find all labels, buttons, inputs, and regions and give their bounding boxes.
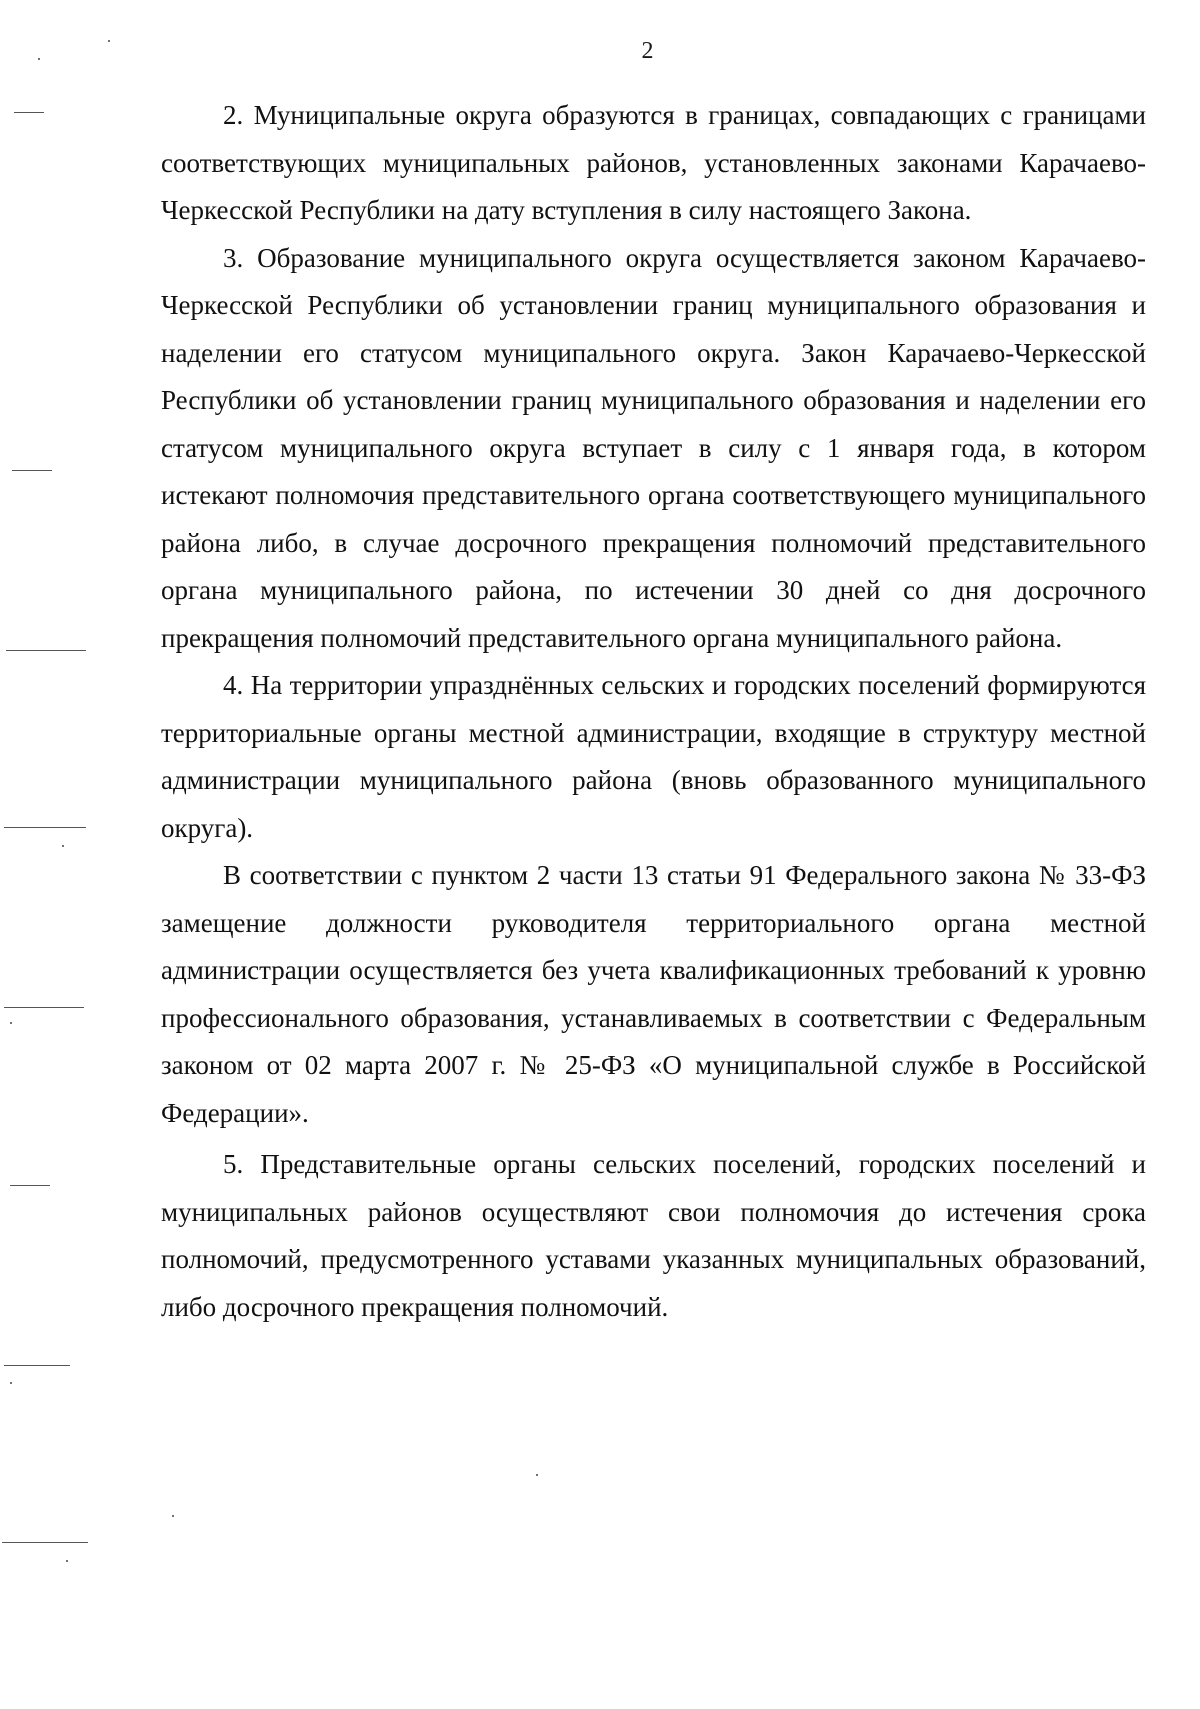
scan-artifact (536, 1474, 538, 1476)
scan-artifact (4, 827, 86, 828)
scan-artifact (6, 650, 86, 651)
scan-artifact (172, 1515, 174, 1517)
scan-artifact (12, 470, 52, 471)
scan-artifact (4, 1365, 70, 1366)
paragraph-4: 4. На территории упразднённых сельских и городских поселений формируются территориальные органы местной администрации, входящие в структуру местной администрации муниципального района (вновь образованного муниципального округа). (161, 670, 1146, 843)
scan-artifact (14, 112, 44, 113)
scan-artifact (62, 845, 64, 847)
scan-artifact (10, 1185, 50, 1186)
scan-artifact (66, 1560, 68, 1562)
page-number: 2 (641, 38, 654, 64)
paragraph-5: 5. Представительные органы сельских поселений, городских поселений и муниципальных районов осуществляют свои полномочия до истечения срока полномочий, предусмотренного уставами указанных муниципальных образований, либо досрочного прекращения полномочий. (161, 1149, 1146, 1322)
scan-artifact (2, 1542, 88, 1543)
document-body (161, 92, 1146, 1331)
scan-artifact (10, 1382, 12, 1384)
paragraph-3: 3. Образование муниципального округа осуществляется законом Карачаево-Черкесской Республики об установлении границ муниципального образования и наделении его статусом муниципального округа. Закон Карачаево-Черкесской Республики об установлении границ муниципального образования и наделении его статусом муниципального округа вступает в силу с 1 января года, в котором истекают полномочия представительного органа соответствующего муниципального района либо, в случае досрочного прекращения полномочий представительного органа муниципального района, по истечении 30 дней со дня досрочного прекращения полномочий представительного органа муниципального района. (161, 242, 1146, 653)
scan-artifact (10, 1022, 12, 1024)
scan-artifact (4, 1007, 84, 1008)
paragraph-4-continuation: В соответствии с пунктом 2 части 13 статьи 91 Федерального закона № 33-ФЗ замещение должности руководителя территориального органа местной администрации осуществляется без учета квалификационных требований к уровню профессионального образования, устанавливаемых в соответствии с Федеральным законом от 02 марта 2007 г. № 25-ФЗ «О муниципальной службе в Российской Федерации». (161, 860, 1146, 1128)
paragraph-2: 2. Муниципальные округа образуются в границах, совпадающих с границами соответствующих муниципальных районов, установленных законами Карачаево-Черкесской Республики на дату вступления в силу настоящего Закона. (161, 100, 1146, 225)
